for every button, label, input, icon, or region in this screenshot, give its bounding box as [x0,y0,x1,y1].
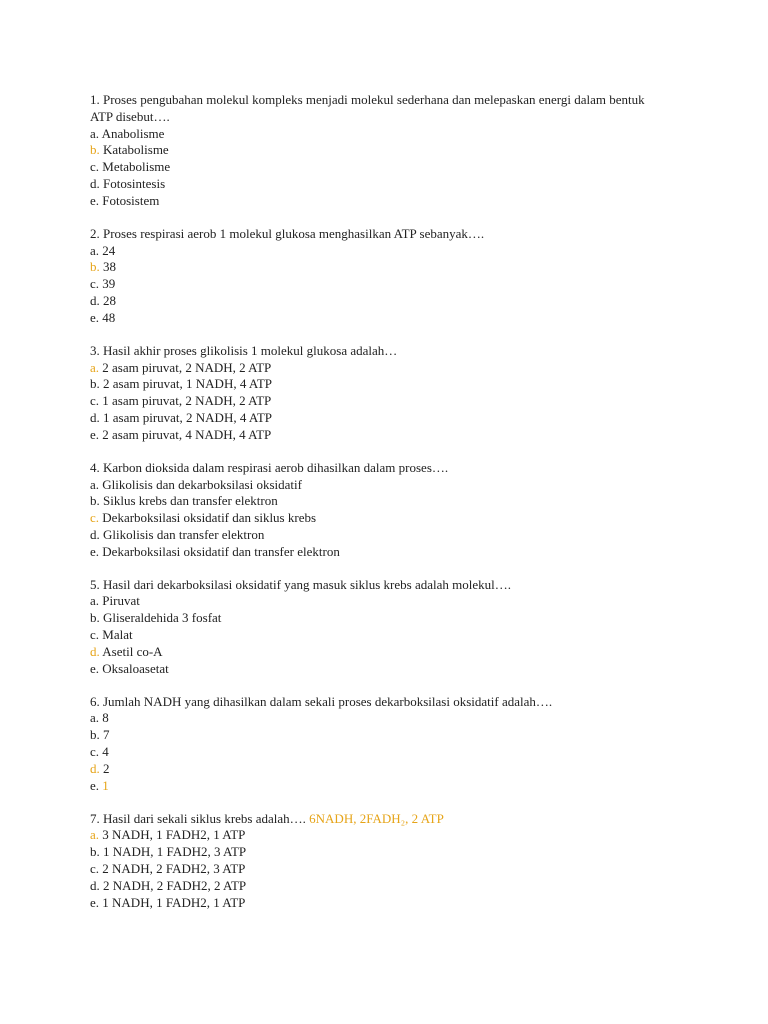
answer-annotation: 6NADH, 2FADH₂, 2 ATP [309,810,444,826]
answer-option [90,593,690,610]
option-text: Katabolisme [99,142,169,158]
answer-option [90,310,690,327]
option-letter: e. [90,543,100,559]
option-letter: e. [90,192,100,208]
question-6 [90,694,690,795]
answer-option [90,176,690,193]
option-text: 7 [99,727,110,743]
question-stem-text: 2. Proses respirasi aerob 1 molekul glukosa menghasilkan ATP sebanyak…. [90,225,485,241]
option-letter: c. [90,393,100,409]
option-text: 39 [99,276,116,292]
question-stem [90,460,690,477]
option-letter: e. [90,777,100,793]
option-letter: e. [90,309,100,325]
option-text: Anabolisme [99,125,165,141]
option-letter: e. [90,426,100,442]
option-text: 28 [99,292,116,308]
option-letter: d. [90,643,100,659]
answer-option [90,844,690,861]
option-letter: b. [90,727,100,743]
option-text: Oksaloasetat [99,660,169,676]
answer-option [90,827,690,844]
option-text: Asetil co-A [99,643,163,659]
answer-option [90,142,690,159]
option-text: Gliseraldehida 3 fosfat [99,610,222,626]
question-stem-text: 5. Hasil dari dekarboksilasi oksidatif yang masuk siklus krebs adalah molekul…. [90,576,511,592]
answer-option [90,878,690,895]
answer-option [90,410,690,427]
answer-option [90,778,690,795]
question-stem-continuation: ATP disebut…. [90,108,170,124]
option-letter: b. [90,259,100,275]
option-letter: d. [90,409,100,425]
question-stem [90,343,690,360]
option-letter: a. [90,593,100,609]
option-letter: d. [90,877,100,893]
option-letter: b. [90,610,100,626]
answer-option [90,159,690,176]
option-text: 2 asam piruvat, 1 NADH, 4 ATP [99,376,272,392]
option-text: Fotosistem [99,192,160,208]
answer-option [90,510,690,527]
option-letter: d. [90,175,100,191]
option-text: Metabolisme [99,159,171,175]
question-4 [90,460,690,561]
option-text: Malat [99,627,133,643]
quiz-document [90,92,690,928]
answer-option [90,527,690,544]
answer-option [90,376,690,393]
option-letter: a. [90,827,100,843]
answer-option [90,193,690,210]
option-text: 24 [99,242,116,258]
option-text: Dekarboksilasi oksidatif dan siklus krebs [99,510,317,526]
answer-option [90,861,690,878]
answer-option [90,427,690,444]
option-text: 8 [99,710,109,726]
answer-option [90,544,690,561]
option-letter: a. [90,710,100,726]
option-letter: c. [90,276,100,292]
option-text: 1 NADH, 1 FADH2, 3 ATP [99,844,247,860]
option-text: Fotosintesis [99,175,166,191]
option-text: 3 NADH, 1 FADH2, 1 ATP [99,827,246,843]
option-text: 2 asam piruvat, 2 NADH, 2 ATP [99,359,272,375]
answer-option [90,710,690,727]
option-text: 1 [99,777,109,793]
option-letter: b. [90,844,100,860]
option-letter: a. [90,242,100,258]
question-stem-text: 4. Karbon dioksida dalam respirasi aerob dihasilkan dalam proses…. [90,459,449,475]
question-stem-text: 6. Jumlah NADH yang dihasilkan dalam sekali proses dekarboksilasi oksidatif adalah…. [90,693,553,709]
answer-option [90,895,690,912]
option-text: 38 [99,259,116,275]
option-letter: c. [90,861,100,876]
answer-option [90,276,690,293]
answer-option [90,627,690,644]
question-stem-text: 1. Proses pengubahan molekul kompleks menjadi molekul sederhana dan melepaskan energi dalam bentuk [90,92,645,107]
option-letter: c. [90,744,100,760]
option-text: 2 [99,760,110,776]
option-text: 2 asam piruvat, 4 NADH, 4 ATP [99,426,272,442]
option-text: 4 [99,744,109,760]
option-text: 1 asam piruvat, 2 NADH, 2 ATP [99,393,272,409]
question-3 [90,343,690,444]
answer-option [90,744,690,761]
option-letter: e. [90,660,100,676]
answer-option [90,644,690,661]
question-stem [90,694,690,711]
option-letter: a. [90,359,100,375]
option-letter: c. [90,627,100,643]
option-text: Glikolisis dan transfer elektron [99,526,265,542]
option-text: 1 asam piruvat, 2 NADH, 4 ATP [99,409,272,425]
answer-option [90,727,690,744]
question-1 [90,92,690,210]
option-letter: c. [90,510,100,526]
option-text: 1 NADH, 1 FADH2, 1 ATP [99,894,246,910]
option-text: Glikolisis dan dekarboksilasi oksidatif [99,476,302,492]
question-stem-text: 3. Hasil akhir proses glikolisis 1 molekul glukosa adalah… [90,342,398,358]
option-text: 48 [99,309,116,325]
option-letter: d. [90,292,100,308]
option-text: Siklus krebs dan transfer elektron [99,493,278,509]
option-letter: d. [90,526,100,542]
question-stem [90,577,690,594]
option-text: 2 NADH, 2 FADH2, 3 ATP [99,861,246,876]
question-7 [90,811,690,912]
answer-option [90,761,690,778]
option-letter: e. [90,894,100,910]
answer-option [90,259,690,276]
option-letter: b. [90,493,100,509]
answer-option [90,661,690,678]
answer-option [90,126,690,143]
option-letter: b. [90,376,100,392]
answer-option [90,493,690,510]
option-text: Piruvat [99,593,140,609]
option-letter: a. [90,476,100,492]
answer-option [90,360,690,377]
option-letter: c. [90,159,100,175]
answer-option [90,393,690,410]
question-2 [90,226,690,327]
question-stem [90,811,690,828]
question-stem [90,226,690,243]
option-letter: d. [90,760,100,776]
option-letter: b. [90,142,100,158]
option-letter: a. [90,125,100,141]
answer-option [90,293,690,310]
answer-option [90,243,690,260]
option-text: Dekarboksilasi oksidatif dan transfer elektron [99,543,340,559]
question-stem-text: 7. Hasil dari sekali siklus krebs adalah…. [90,810,310,826]
question-5 [90,577,690,678]
answer-option [90,610,690,627]
answer-option [90,477,690,494]
question-stem [90,92,690,109]
option-text: 2 NADH, 2 FADH2, 2 ATP [99,877,247,893]
